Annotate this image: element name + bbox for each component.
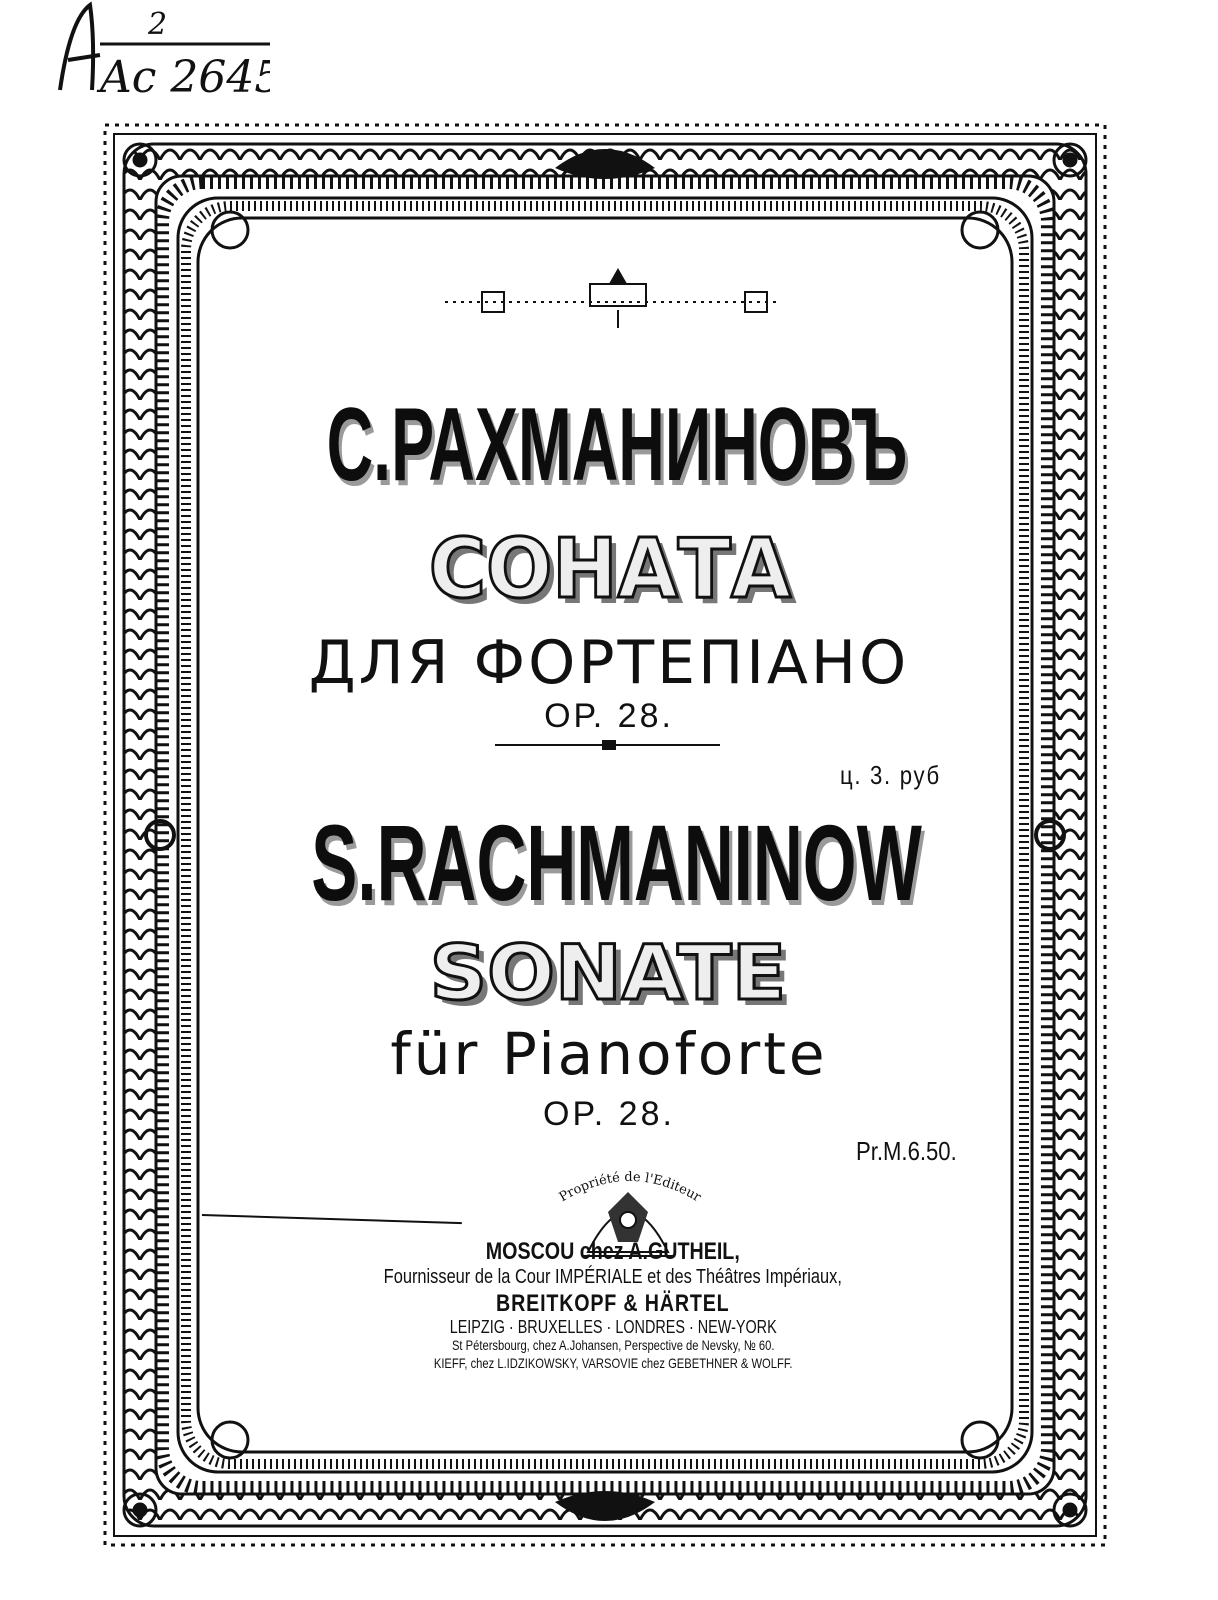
shelfmark-number-top: 2 — [148, 7, 168, 42]
publisher-kieff: KIEFF, chez L.IDZIKOWSKY, VARSOVIE chez GEBETHNER & WOLFF. — [433, 1355, 793, 1371]
opus-ru: ОР. 28. — [544, 697, 674, 735]
opus-de: OP. 28. — [543, 1095, 675, 1133]
publisher-cities: LEIPZIG · BRUXELLES · LONDRES · NEW-YORK — [449, 1317, 777, 1337]
composer-name-de: S.RACHMANINOW — [311, 802, 922, 923]
instrument-de: für Pianoforte — [390, 1020, 828, 1088]
publisher-st-petersbourg: St Pétersbourg, chez A.Johansen, Perspective de Nevsky, № 60. — [451, 1337, 775, 1353]
publisher-fournisseur: Fournisseur de la Cour IMPÉRIALE et des Théâtres Impériaux, — [383, 1266, 842, 1288]
composer-name-ru: С.РАХМАНИНОВЪ — [326, 387, 908, 503]
publisher-moscou: MOSCOU chez A.GUTHEIL, — [485, 1238, 740, 1265]
price-de: Pr.M.6.50. — [856, 1136, 957, 1166]
propriete-text: Propriété de l'Editeur — [556, 1169, 704, 1206]
shelfmark — [30, 0, 270, 110]
instrument-ru: ДЛЯ ФОРТЕПIАНО — [308, 628, 910, 698]
shelfmark-number: Ac 2645 — [100, 52, 270, 103]
publisher-breitkopf: BREITKOPF & HÄRTEL — [496, 1290, 730, 1317]
work-title-de: SONATE — [429, 928, 787, 1017]
price-ru: ц. 3. руб — [840, 760, 941, 790]
work-title-ru: СОНАТА — [428, 522, 792, 617]
